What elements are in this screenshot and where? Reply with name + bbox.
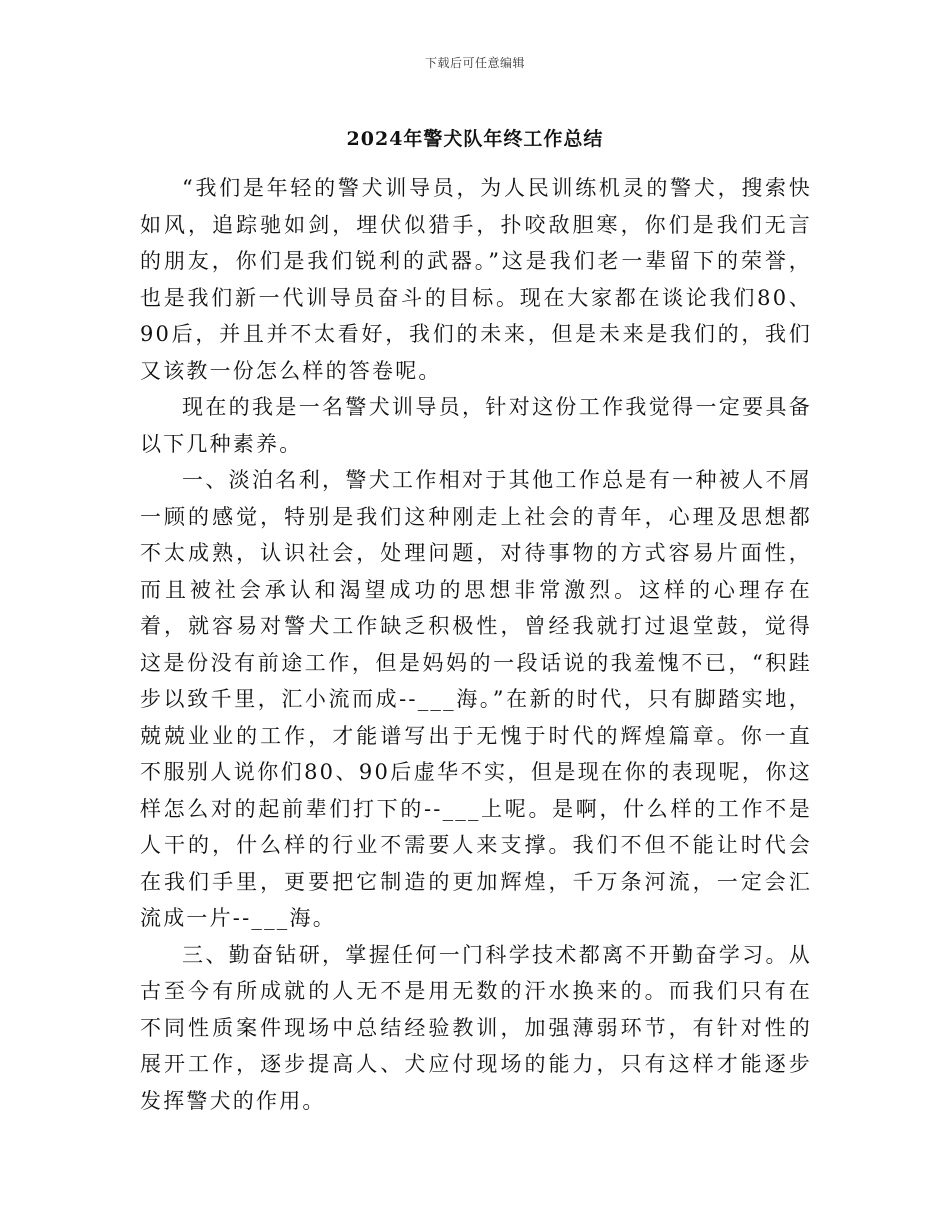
- paragraph-point-one: 一、淡泊名利，警犬工作相对于其他工作总是有一种被人不屑一顾的感觉，特别是我们这种刚走上社会的青年，心理及思想都不太成熟，认识社会，处理问题，对待事物的方式容易片面性，而且被社会承认和渴望成功的思想非常激烈。这样的心理存在着，就容易对警犬工作缺乏积极性，曾经我就打过退堂鼓，觉得这是份没有前途工作，但是妈妈的一段话说的我羞愧不已，“积跬步以致千里，汇小流而成--___海。”在新的时代，只有脚踏实地，兢兢业业的工作，才能谱写出于无愧于时代的辉煌篇章。你一直不服别人说你们80、90后虚华不实，但是现在你的表现呢，你这样怎么对的起前辈们打下的--___上呢。是啊，什么样的工作不是人干的，什么样的行业不需要人来支撑。我们不但不能让时代会在我们手里，更要把它制造的更加辉煌，千万条河流，一定会汇流成一片--___海。: [140, 468, 812, 930]
- paragraph-qualities: 现在的我是一名警犬训导员，针对这份工作我觉得一定要具备以下几种素养。: [140, 395, 812, 456]
- header-note: 下载后可任意编辑: [424, 56, 525, 70]
- paragraph-point-three: 三、勤奋钻研，掌握任何一门科学技术都离不开勤奋学习。从古至今有所成就的人无不是用无数的汗水换来的。而我们只有在不同性质案件现场中总结经验教训，加强薄弱环节，有针对性的展开工作，逐步提高人、犬应付现场的能力，只有这样才能逐步发挥警犬的作用。: [140, 942, 812, 1113]
- document-title: 2024年警犬队年终工作总结: [346, 128, 604, 150]
- document-body: [140, 170, 812, 1119]
- paragraph-intro: “我们是年轻的警犬训导员，为人民训练机灵的警犬，搜索快如风，追踪驰如剑，埋伏似猎手，扑咬敌胆寒，你们是我们无言的朋友，你们是我们锐利的武器。”这是我们老一辈留下的荣誉，也是我们新一代训导员奋斗的目标。现在大家都在谈论我们80、90后，并且并不太看好，我们的未来，但是未来是我们的，我们又该教一份怎么样的答卷呢。: [140, 176, 812, 383]
